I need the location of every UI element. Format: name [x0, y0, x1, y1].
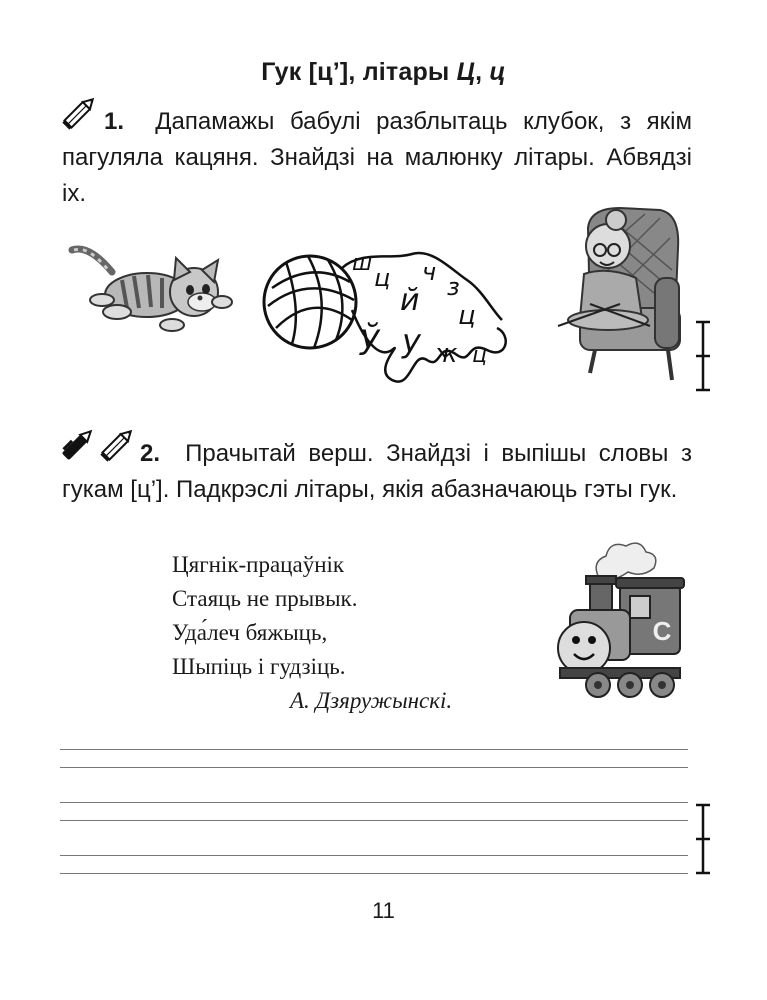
train-illustration	[550, 540, 690, 705]
writing-line[interactable]	[60, 855, 688, 856]
assessment-scale	[694, 804, 712, 874]
tangle-letter: й	[400, 283, 420, 318]
kitten-illustration	[62, 240, 232, 345]
tangle-letter: ж	[434, 339, 458, 369]
task-1: 1. Дапамажы бабулі разблытаць клубок, з якім пагуляла кацяня. Знайдзі на малюнку літары. Абвядзі іх.	[62, 108, 693, 207]
tangle-letter: у	[402, 322, 421, 360]
poem	[172, 548, 357, 684]
poem-line: Шыпіць і гудзіць.	[172, 654, 346, 679]
writing-line[interactable]	[60, 802, 688, 803]
writing-line[interactable]	[60, 873, 688, 874]
yarn-tangle-illustration	[262, 240, 522, 390]
assessment-scale	[694, 321, 712, 391]
writing-line[interactable]	[60, 767, 688, 768]
writing-line[interactable]	[60, 749, 688, 750]
tangle-letter: ў	[360, 317, 381, 357]
tangle-letter: ц	[458, 301, 476, 331]
tangle-letter: ш	[352, 251, 373, 276]
page-number: 11	[372, 898, 395, 923]
poem-author: А. Дзяружынскі.	[290, 688, 453, 713]
tangle-letter: ц	[374, 264, 391, 292]
tangle-letter: ч	[422, 258, 437, 286]
writing-line[interactable]	[60, 820, 688, 821]
tangle-letter: ц	[472, 343, 487, 368]
svg-text:C: C	[652, 616, 672, 646]
tangle-letter: з	[447, 273, 460, 301]
task-2: 2. Прачытай верш. Знайдзі і выпішы словы з гукам [ц’]. Падкрэслі літары, якія абазначаюць гэты гук.	[62, 440, 692, 503]
grandmother-illustration	[550, 208, 685, 383]
poem-line: Цягнік-працаўнік	[172, 552, 345, 577]
page-title: Гук [ц’], літары Ц, ц	[261, 58, 506, 86]
poem-line: Стаяць не прывык.	[172, 586, 358, 611]
poem-line: Уда́леч бяжыць,	[172, 620, 328, 645]
